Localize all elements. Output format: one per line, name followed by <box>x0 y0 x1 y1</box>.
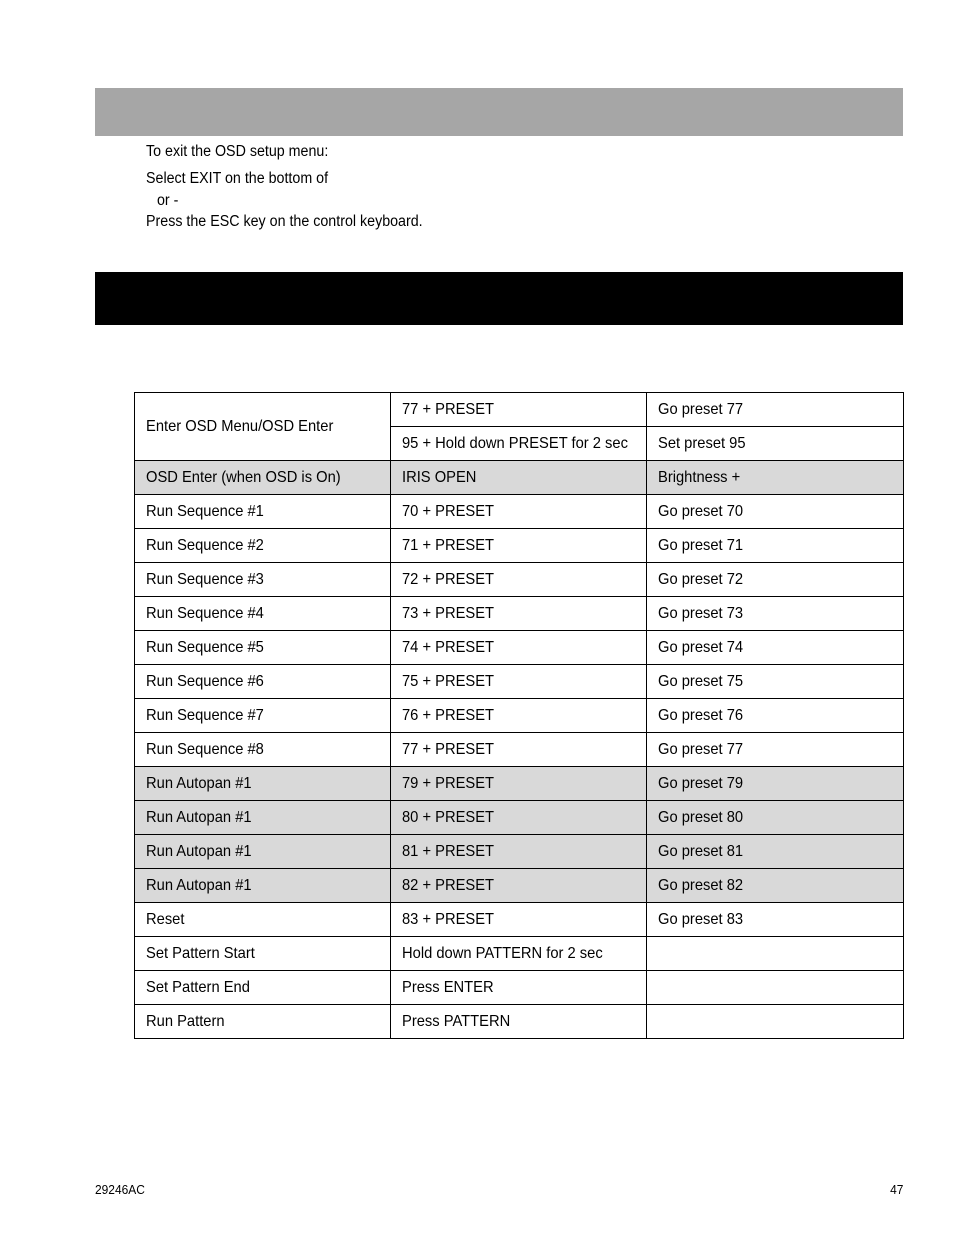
keys-cell: 77 + PRESET <box>391 733 647 767</box>
table-row <box>135 869 904 903</box>
intro-line-4: Press the ESC key on the control keyboard. <box>146 213 423 230</box>
function-cell: Run Sequence #2 <box>135 529 391 563</box>
action-cell <box>647 1005 904 1039</box>
action-cell: Go preset 70 <box>647 495 904 529</box>
keys-cell: 95 + Hold down PRESET for 2 sec <box>391 427 647 461</box>
table-row <box>135 801 904 835</box>
action-cell: Go preset 73 <box>647 597 904 631</box>
command-table <box>134 392 904 1039</box>
section-header-bar <box>95 88 903 136</box>
function-cell: Run Sequence #3 <box>135 563 391 597</box>
action-cell: Go preset 79 <box>647 767 904 801</box>
action-cell: Go preset 80 <box>647 801 904 835</box>
keys-cell: 79 + PRESET <box>391 767 647 801</box>
function-cell: OSD Enter (when OSD is On) <box>135 461 391 495</box>
document-id: 29246AC <box>95 1182 145 1197</box>
action-cell: Go preset 74 <box>647 631 904 665</box>
action-cell: Go preset 72 <box>647 563 904 597</box>
table-row <box>135 903 904 937</box>
function-cell: Run Sequence #6 <box>135 665 391 699</box>
page-number: 47 <box>889 1182 903 1197</box>
function-cell: Run Autopan #1 <box>135 767 391 801</box>
intro-line-3: or - <box>157 192 179 209</box>
function-cell: Set Pattern Start <box>135 937 391 971</box>
keys-cell: IRIS OPEN <box>391 461 647 495</box>
table-row <box>135 597 904 631</box>
keys-cell: 80 + PRESET <box>391 801 647 835</box>
function-cell: Run Autopan #1 <box>135 835 391 869</box>
keys-cell: 75 + PRESET <box>391 665 647 699</box>
action-cell: Set preset 95 <box>647 427 904 461</box>
table-row <box>135 495 904 529</box>
keys-cell: 71 + PRESET <box>391 529 647 563</box>
table-row <box>135 733 904 767</box>
action-cell: Go preset 83 <box>647 903 904 937</box>
intro-line-1: To exit the OSD setup menu: <box>146 143 329 160</box>
function-cell: Run Autopan #1 <box>135 869 391 903</box>
action-cell: Go preset 76 <box>647 699 904 733</box>
action-cell: Go preset 71 <box>647 529 904 563</box>
keys-cell: 70 + PRESET <box>391 495 647 529</box>
table-row <box>135 971 904 1005</box>
function-cell: Run Sequence #5 <box>135 631 391 665</box>
function-cell: Run Pattern <box>135 1005 391 1039</box>
keys-cell: Press PATTERN <box>391 1005 647 1039</box>
function-cell: Set Pattern End <box>135 971 391 1005</box>
function-cell: Run Sequence #4 <box>135 597 391 631</box>
function-cell: Enter OSD Menu/OSD Enter <box>135 393 391 461</box>
table-row <box>135 1005 904 1039</box>
function-cell: Run Sequence #8 <box>135 733 391 767</box>
table-row <box>135 937 904 971</box>
table-row <box>135 767 904 801</box>
keys-cell: 77 + PRESET <box>391 393 647 427</box>
action-cell <box>647 937 904 971</box>
action-cell: Go preset 82 <box>647 869 904 903</box>
action-cell <box>647 971 904 1005</box>
action-cell: Go preset 75 <box>647 665 904 699</box>
table-row <box>135 699 904 733</box>
table-row <box>135 393 904 427</box>
intro-line-2: Select EXIT on the bottom of <box>146 170 329 187</box>
table-row <box>135 563 904 597</box>
keys-cell: 72 + PRESET <box>391 563 647 597</box>
function-cell: Run Sequence #1 <box>135 495 391 529</box>
action-cell: Go preset 77 <box>647 393 904 427</box>
keys-cell: 73 + PRESET <box>391 597 647 631</box>
keys-cell: 82 + PRESET <box>391 869 647 903</box>
section-title-bar <box>95 272 903 325</box>
keys-cell: 81 + PRESET <box>391 835 647 869</box>
keys-cell: 74 + PRESET <box>391 631 647 665</box>
function-cell: Reset <box>135 903 391 937</box>
keys-cell: Press ENTER <box>391 971 647 1005</box>
action-cell: Go preset 77 <box>647 733 904 767</box>
function-cell: Run Autopan #1 <box>135 801 391 835</box>
table-row <box>135 665 904 699</box>
function-cell: Run Sequence #7 <box>135 699 391 733</box>
table-row <box>135 631 904 665</box>
table-row <box>135 461 904 495</box>
table-row <box>135 835 904 869</box>
keys-cell: 83 + PRESET <box>391 903 647 937</box>
keys-cell: Hold down PATTERN for 2 sec <box>391 937 647 971</box>
action-cell: Go preset 81 <box>647 835 904 869</box>
keys-cell: 76 + PRESET <box>391 699 647 733</box>
action-cell: Brightness + <box>647 461 904 495</box>
table-row <box>135 529 904 563</box>
